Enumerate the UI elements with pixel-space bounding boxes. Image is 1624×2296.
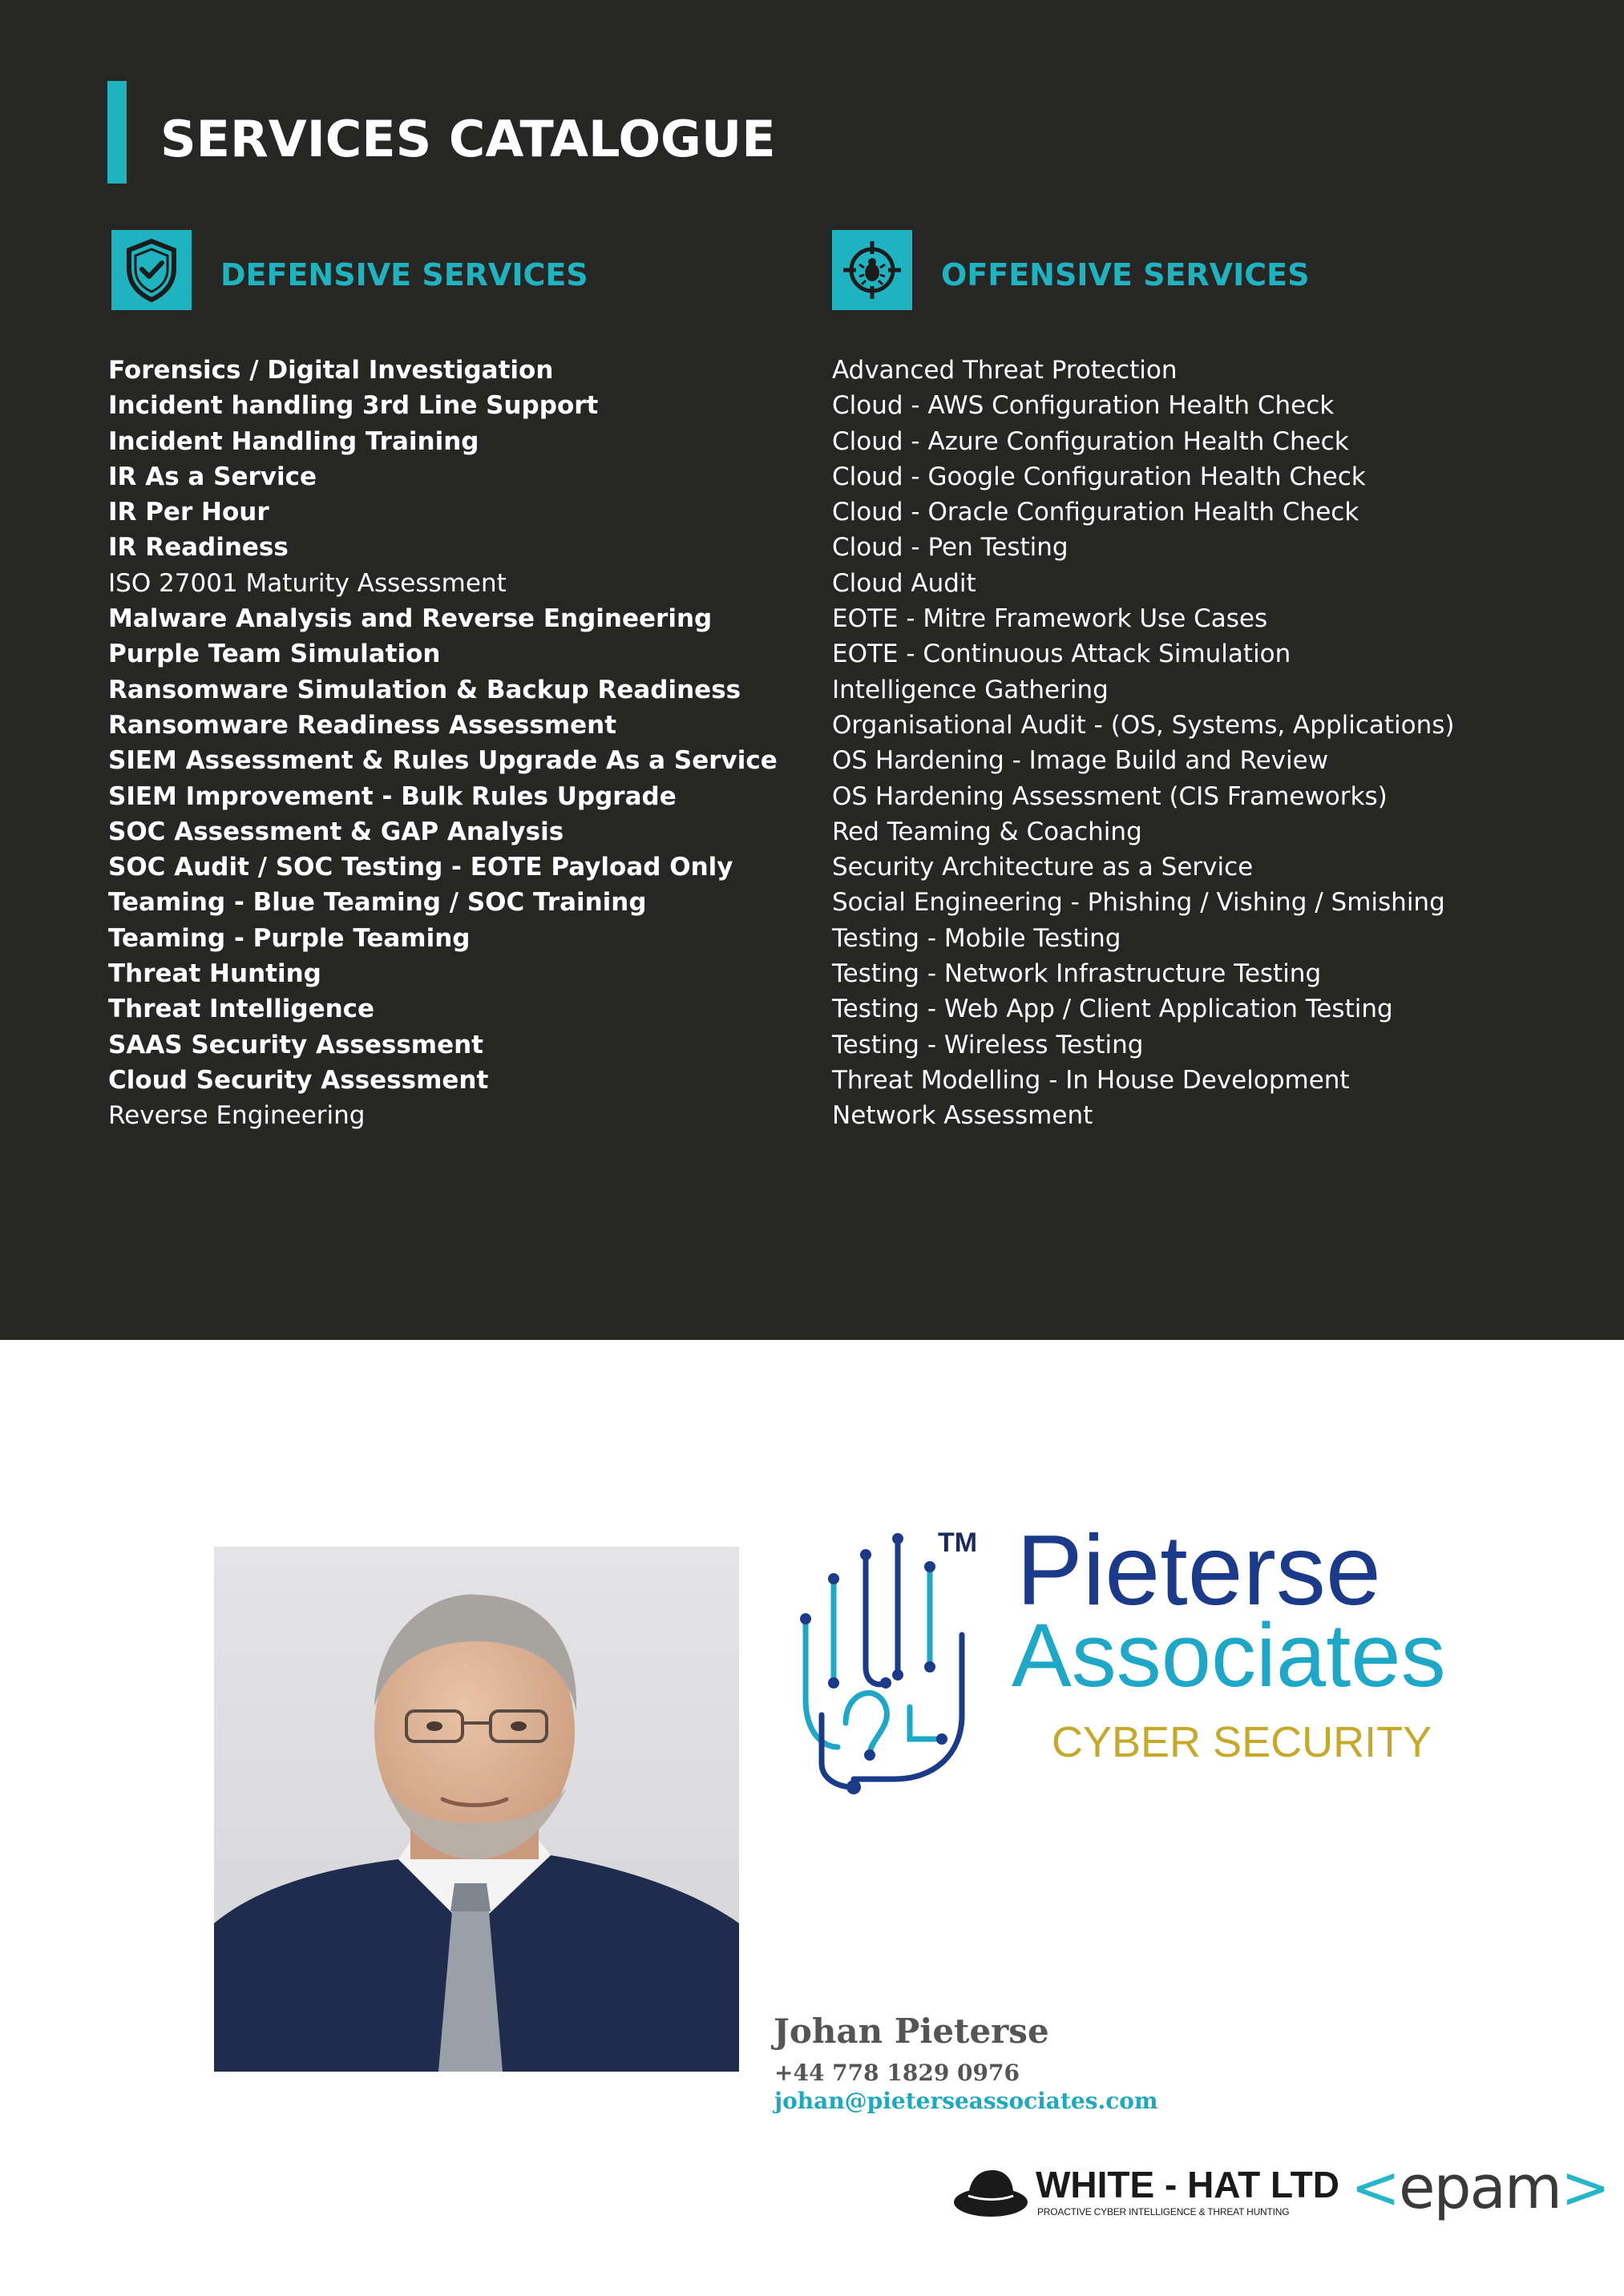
list-item: Cloud Audit: [832, 568, 976, 598]
epam-bracket-right: >: [1560, 2153, 1609, 2222]
list-item: Teaming - Purple Teaming: [108, 923, 471, 953]
list-item: Forensics / Digital Investigation: [108, 356, 554, 385]
contact-name: Johan Pieterse: [774, 2012, 1049, 2051]
list-item: Cloud - Pen Testing: [832, 533, 1069, 563]
white-hat-name: WHITE - HAT LTD: [1036, 2164, 1339, 2205]
shield-check-icon: [111, 230, 192, 310]
list-item: Social Engineering - Phishing / Vishing / Smishing: [832, 888, 1445, 918]
list-item: SOC Assessment & GAP Analysis: [108, 817, 564, 846]
list-item: Security Architecture as a Service: [832, 853, 1254, 882]
list-item: EOTE - Continuous Attack Simulation: [832, 640, 1291, 669]
list-item: Threat Modelling - In House Development: [832, 1065, 1350, 1095]
list-item: EOTE - Mitre Framework Use Cases: [832, 604, 1268, 634]
defensive-services-title: DEFENSIVE SERVICES: [220, 257, 588, 293]
list-item: SOC Audit / SOC Testing - EOTE Payload Only: [108, 853, 733, 882]
list-item: Reverse Engineering: [108, 1101, 366, 1131]
logo-name-line1: Pieterse: [1016, 1515, 1381, 1626]
list-item: Cloud - Oracle Configuration Health Check: [832, 498, 1359, 527]
title-accent-bar: [107, 81, 127, 184]
list-item: Organisational Audit - (OS, Systems, Applications): [832, 710, 1455, 740]
logo-name-line2: Associates: [1012, 1605, 1446, 1705]
offensive-services-list: [832, 353, 1455, 1134]
target-bug-icon: [832, 230, 912, 310]
list-item: OS Hardening Assessment (CIS Frameworks): [832, 781, 1388, 811]
list-item: Network Assessment: [832, 1101, 1093, 1131]
hand-circuit-icon: [790, 1523, 998, 1803]
contact-email-link[interactable]: johan@pieterseassociates.com: [774, 2088, 1158, 2114]
list-item: Incident Handling Training: [108, 426, 479, 456]
offensive-services-title: OFFENSIVE SERVICES: [941, 257, 1310, 293]
list-item: OS Hardening - Image Build and Review: [832, 746, 1329, 776]
list-item: Incident handling 3rd Line Support: [108, 391, 599, 421]
list-item: IR As a Service: [108, 462, 317, 491]
defensive-services-list: [108, 353, 778, 1134]
epam-wordmark: epam: [1399, 2153, 1561, 2222]
list-item: Testing - Mobile Testing: [832, 923, 1121, 953]
list-item: Threat Hunting: [108, 959, 321, 989]
list-item: IR Readiness: [108, 533, 289, 563]
epam-bracket-left: <: [1351, 2153, 1400, 2222]
list-item: Advanced Threat Protection: [832, 356, 1178, 385]
portrait-photo: [214, 1547, 739, 2072]
list-item: Testing - Network Infrastructure Testing: [832, 959, 1322, 989]
list-item: Testing - Wireless Testing: [832, 1030, 1144, 1059]
list-item: ISO 27001 Maturity Assessment: [108, 568, 507, 598]
white-hat-tagline: PROACTIVE CYBER INTELLIGENCE & THREAT HUNTING: [1037, 2206, 1290, 2217]
list-item: Teaming - Blue Teaming / SOC Training: [108, 888, 647, 918]
list-item: Ransomware Readiness Assessment: [108, 710, 617, 740]
list-item: Threat Intelligence: [108, 995, 375, 1024]
list-item: SIEM Improvement - Bulk Rules Upgrade: [108, 781, 677, 811]
list-item: Ransomware Simulation & Backup Readiness: [108, 675, 741, 704]
list-item: Cloud - Google Configuration Health Check: [832, 462, 1366, 491]
list-item: IR Per Hour: [108, 498, 269, 527]
list-item: Intelligence Gathering: [832, 675, 1109, 704]
list-item: Cloud - AWS Configuration Health Check: [832, 391, 1335, 421]
list-item: Malware Analysis and Reverse Engineering: [108, 604, 713, 634]
epam-logo: [1351, 2152, 1609, 2224]
list-item: Cloud - Azure Configuration Health Check: [832, 426, 1349, 456]
page-title: SERVICES CATALOGUE: [160, 110, 776, 168]
list-item: Purple Team Simulation: [108, 640, 441, 669]
contact-phone: +44 778 1829 0976: [774, 2060, 1020, 2086]
list-item: Cloud Security Assessment: [108, 1065, 489, 1095]
logo-trademark: TM: [938, 1527, 978, 1558]
hat-icon: [951, 2164, 1031, 2220]
list-item: Red Teaming & Coaching: [832, 817, 1142, 846]
list-item: SIEM Assessment & Rules Upgrade As a Service: [108, 746, 778, 776]
logo-tagline: CYBER SECURITY: [1052, 1718, 1432, 1766]
list-item: Testing - Web App / Client Application Testing: [832, 995, 1393, 1024]
list-item: SAAS Security Assessment: [108, 1030, 483, 1059]
